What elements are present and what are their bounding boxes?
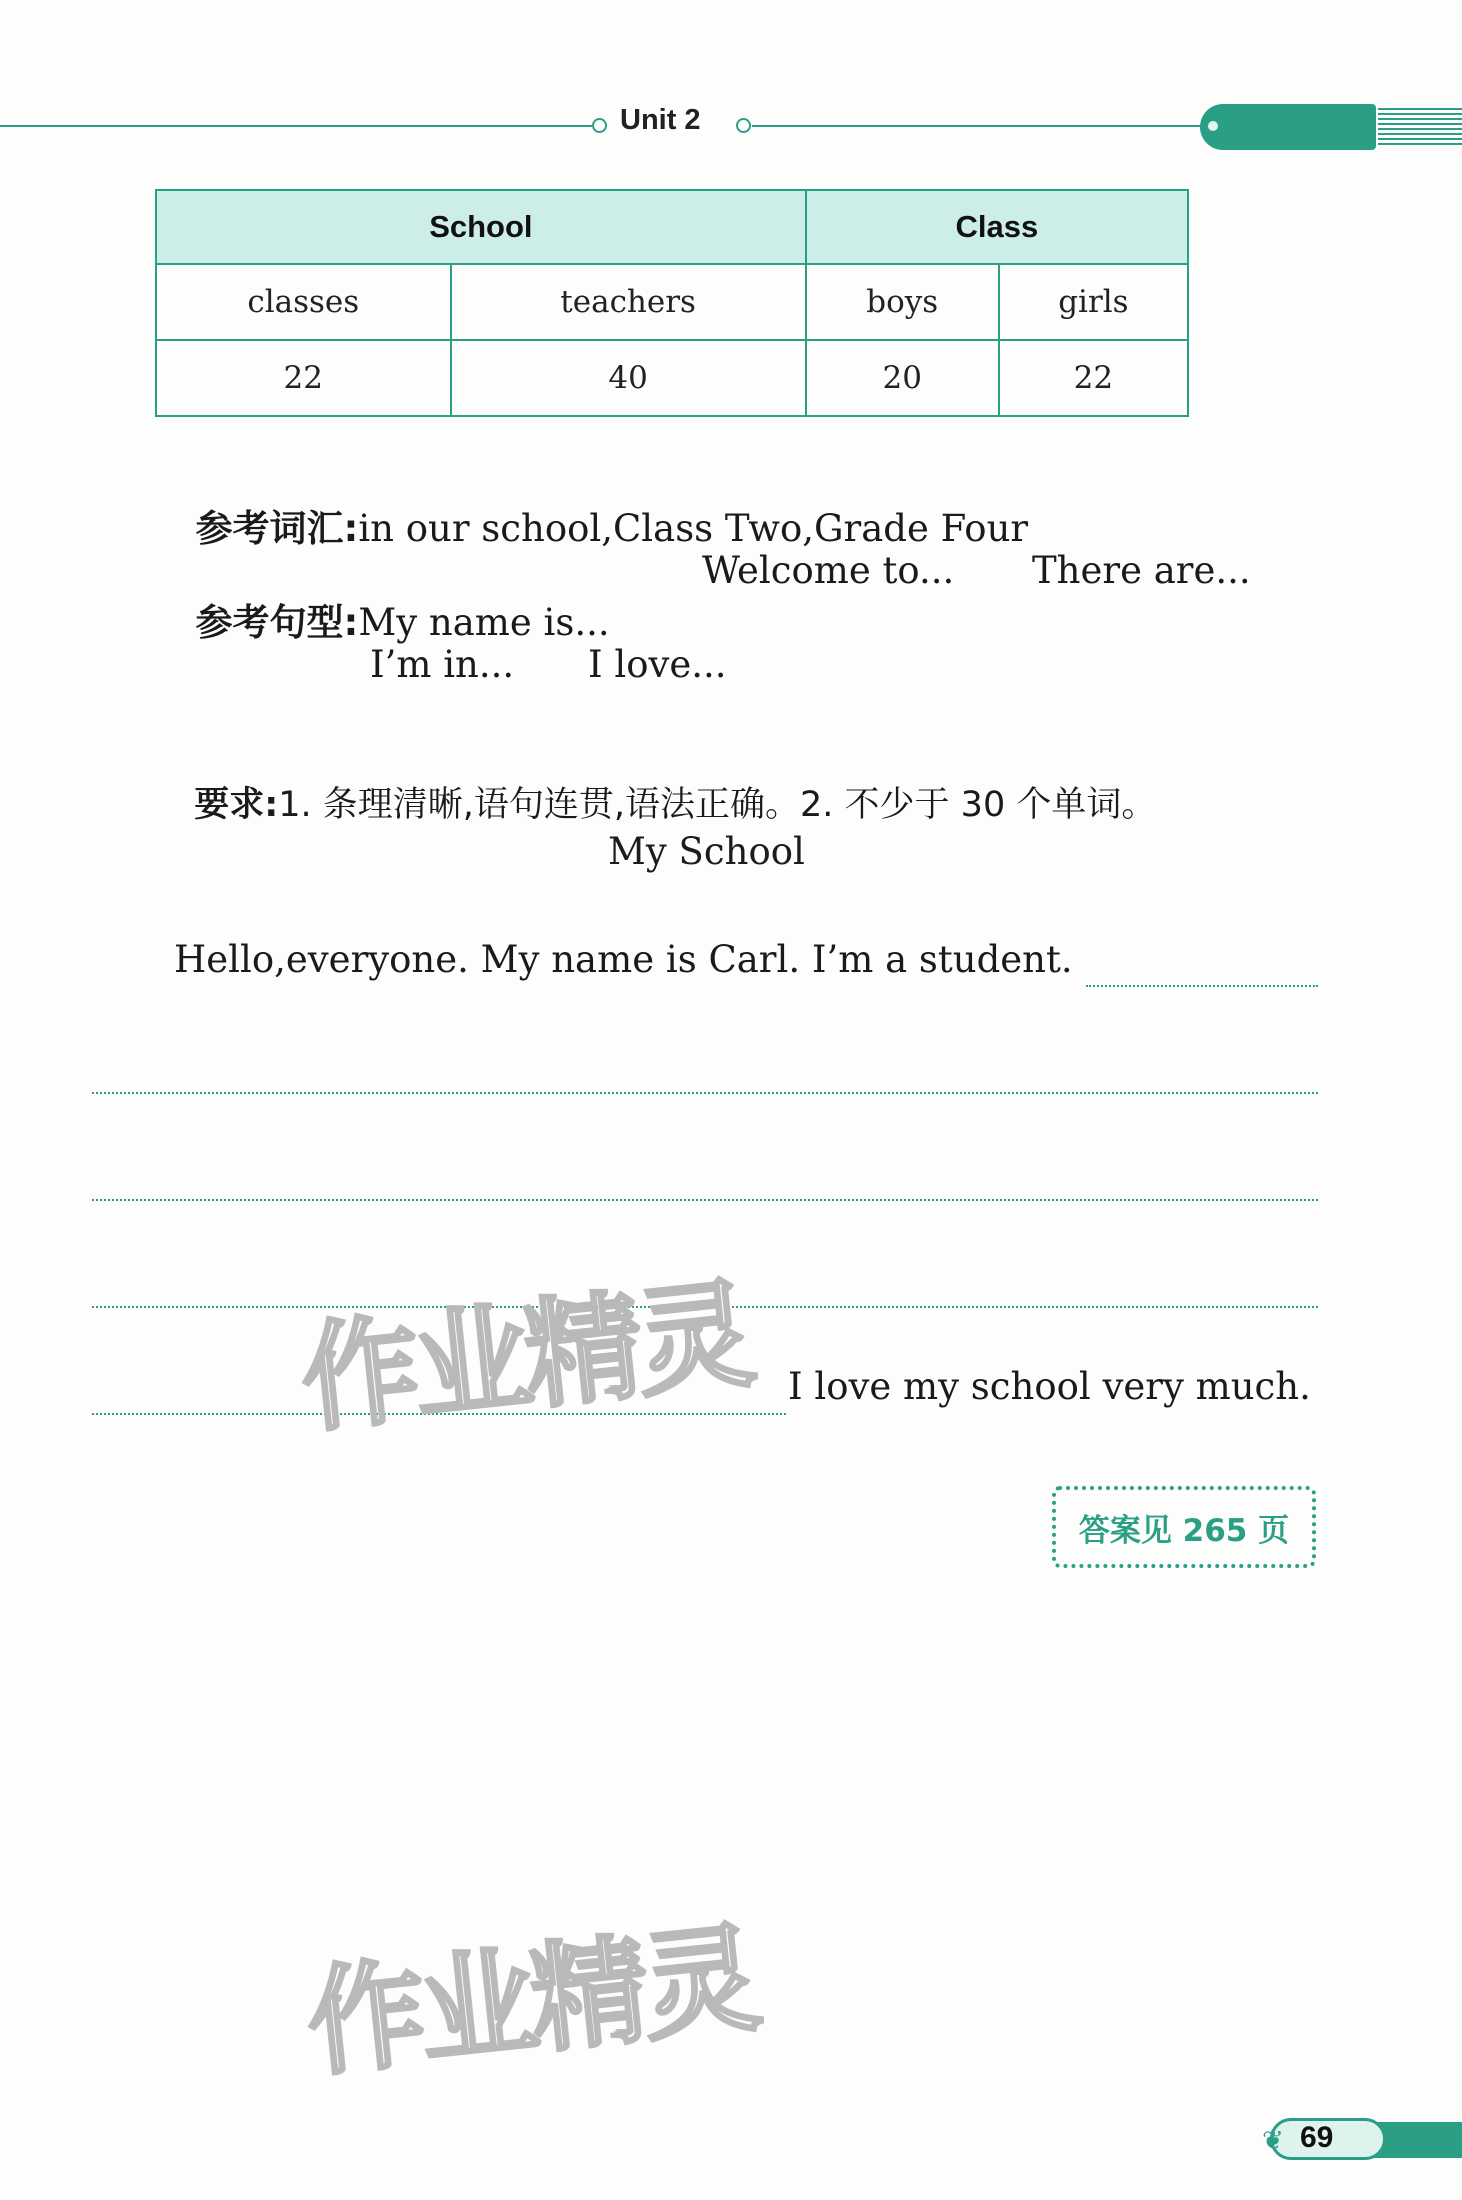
table-cell: teachers bbox=[451, 264, 806, 340]
pattern-3: There are... bbox=[1032, 549, 1251, 592]
table-header-row bbox=[156, 190, 1188, 264]
table-cell: 22 bbox=[999, 340, 1188, 416]
requirements-label: 要求: bbox=[194, 785, 279, 825]
answer-reference: 答案见 265 页 bbox=[1078, 1512, 1290, 1549]
table-group-class: Class bbox=[806, 190, 1188, 264]
header-rule-right bbox=[752, 125, 1204, 127]
school-class-table bbox=[155, 189, 1189, 417]
essay-closing: I love my school very much. bbox=[788, 1365, 1311, 1408]
pattern-5: I love... bbox=[588, 643, 727, 686]
table-row bbox=[156, 340, 1188, 416]
patterns-line bbox=[172, 549, 610, 646]
essay-title: My School bbox=[608, 830, 805, 873]
watermark: 作业精灵 bbox=[301, 1908, 762, 2093]
answer-reference-box bbox=[1052, 1486, 1316, 1568]
table-cell: boys bbox=[806, 264, 999, 340]
header-ornament-right bbox=[736, 118, 751, 133]
table-cell: 20 bbox=[806, 340, 999, 416]
unit-title: Unit 2 bbox=[620, 104, 701, 136]
header-tab bbox=[1200, 104, 1376, 150]
watermark: 作业精灵 bbox=[295, 1264, 756, 1449]
pattern-1: My name is... bbox=[358, 601, 610, 644]
table-group-school: School bbox=[156, 190, 806, 264]
leaf-icon: ❦ bbox=[1262, 2126, 1284, 2156]
patterns-label: 参考句型: bbox=[195, 601, 359, 644]
table-cell: girls bbox=[999, 264, 1188, 340]
header-rule-left bbox=[0, 125, 592, 127]
pattern-2: Welcome to... bbox=[702, 549, 955, 592]
pattern-4: I’m in... bbox=[370, 643, 515, 686]
header-stripes bbox=[1378, 108, 1462, 146]
page-number: 69 bbox=[1300, 2121, 1334, 2154]
vocab-label: 参考词汇: bbox=[195, 507, 359, 550]
table-cell: classes bbox=[156, 264, 451, 340]
requirements-text: 1. 条理清晰,语句连贯,语法正确。2. 不少于 30 个单词。 bbox=[278, 785, 1157, 825]
essay-opening: Hello,everyone. My name is Carl. I’m a student. bbox=[174, 938, 1073, 981]
header-ornament-left bbox=[592, 118, 607, 133]
table-row bbox=[156, 264, 1188, 340]
vocab-line bbox=[172, 455, 1028, 552]
writing-line bbox=[1086, 985, 1318, 987]
vocab-text: in our school,Class Two,Grade Four bbox=[358, 507, 1029, 550]
table-cell: 40 bbox=[451, 340, 806, 416]
table-cell: 22 bbox=[156, 340, 451, 416]
writing-line bbox=[92, 1199, 1318, 1201]
header-tab-dot bbox=[1208, 121, 1218, 131]
writing-line bbox=[92, 1092, 1318, 1094]
requirements-line bbox=[172, 737, 1156, 827]
